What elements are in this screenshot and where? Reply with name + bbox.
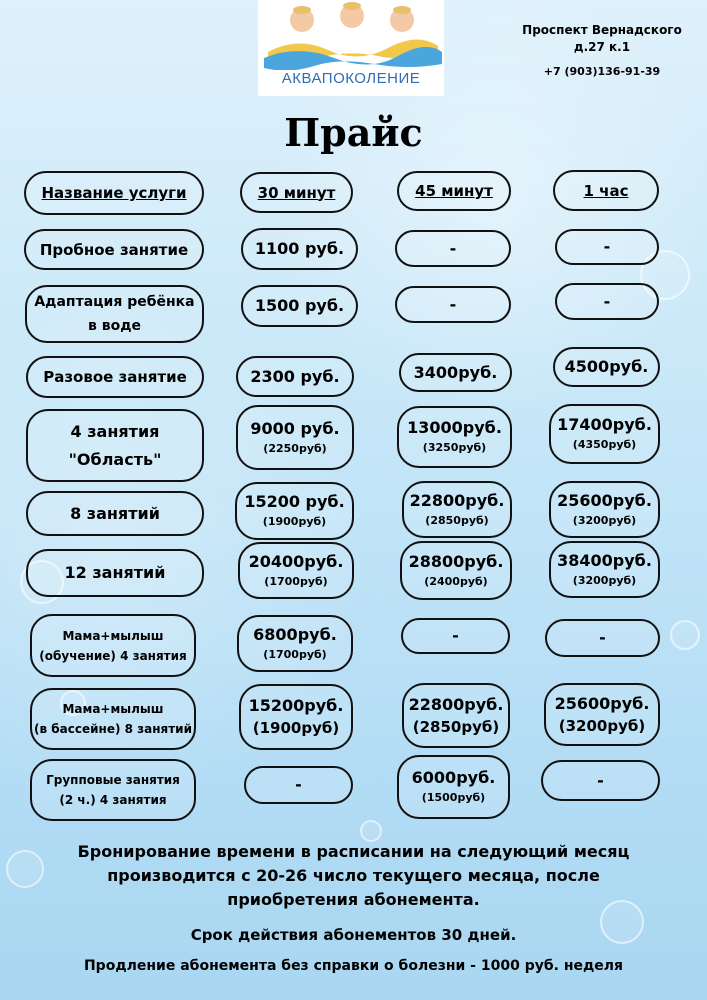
- validity-note: Срок действия абонементов 30 дней.: [190, 926, 517, 944]
- header-30-min: 30 минут: [240, 172, 353, 213]
- price-45-min: 22800руб. (2850руб): [402, 683, 510, 748]
- price-1-hour: 25600руб. (3200руб): [544, 683, 660, 746]
- header-45-min: 45 минут: [397, 171, 511, 211]
- price-45-min: -: [395, 230, 511, 267]
- price-30-min: 20400руб. (1700руб): [238, 542, 354, 599]
- service-name: 4 занятия "Область": [26, 409, 204, 482]
- price-1-hour: 17400руб. (4350руб): [549, 404, 660, 464]
- service-name: 12 занятий: [26, 549, 204, 597]
- price-30-min: 1500 руб.: [241, 285, 358, 327]
- booking-note-line: производится с 20-26 число текущего месяца, после: [107, 866, 600, 885]
- phone-number: +7 (903)136-91-39: [543, 65, 661, 78]
- service-name: Разовое занятие: [26, 356, 204, 398]
- price-45-min: 13000руб. (3250руб): [397, 406, 512, 468]
- price-1-hour: -: [545, 619, 660, 657]
- service-name: 8 занятий: [26, 491, 204, 536]
- address-line: Проспект Вернадского: [522, 23, 682, 37]
- address-line: д.27 к.1: [573, 40, 631, 54]
- price-1-hour: 4500руб.: [553, 347, 660, 387]
- price-1-hour: -: [555, 283, 659, 320]
- price-1-hour: 25600руб. (3200руб): [549, 481, 660, 538]
- address-block: [507, 22, 697, 80]
- service-name: Пробное занятие: [24, 229, 204, 270]
- service-name: Мама+мылыш (в бассейне) 8 занятий: [30, 688, 196, 750]
- price-30-min: -: [244, 766, 353, 804]
- page-title: Прайс: [284, 110, 423, 155]
- price-45-min: 6000руб. (1500руб): [397, 755, 510, 819]
- header-service: Название услуги: [24, 171, 204, 215]
- price-30-min: 15200 руб. (1900руб): [235, 482, 354, 540]
- price-30-min: 15200руб. (1900руб): [239, 684, 353, 750]
- booking-note-line: приобретения абонемента.: [227, 890, 480, 909]
- price-45-min: -: [395, 286, 511, 323]
- price-1-hour: -: [555, 229, 659, 265]
- price-30-min: 9000 руб. (2250руб): [236, 405, 354, 470]
- price-45-min: 3400руб.: [399, 353, 512, 392]
- price-30-min: 2300 руб.: [236, 356, 354, 397]
- logo: [258, 0, 444, 96]
- header-1-hour: 1 час: [553, 170, 659, 211]
- price-45-min: 28800руб. (2400руб): [400, 541, 512, 600]
- logo-text: АКВАПОКОЛЕНИЕ: [281, 70, 421, 87]
- service-name: Групповые занятия (2 ч.) 4 занятия: [30, 759, 196, 821]
- price-1-hour: -: [541, 760, 660, 801]
- price-1-hour: 38400руб. (3200руб): [549, 541, 660, 598]
- price-45-min: 22800руб. (2850руб): [402, 481, 512, 538]
- bubble-decoration: [670, 620, 700, 650]
- price-30-min: 1100 руб.: [241, 228, 358, 270]
- extension-note: Продление абонемента без справки о болезни - 1000 руб. неделя: [83, 958, 624, 974]
- bubble-decoration: [360, 820, 382, 842]
- price-45-min: -: [401, 618, 510, 654]
- service-name: Адаптация ребёнка в воде: [25, 285, 204, 343]
- booking-note-line: Бронирование времени в расписании на следующий месяц: [77, 842, 630, 861]
- service-name: Мама+мылыш (обучение) 4 занятия: [30, 614, 196, 677]
- price-30-min: 6800руб. (1700руб): [237, 615, 353, 672]
- logo-babies-waves-icon: [258, 0, 444, 70]
- booking-note: [0, 840, 707, 912]
